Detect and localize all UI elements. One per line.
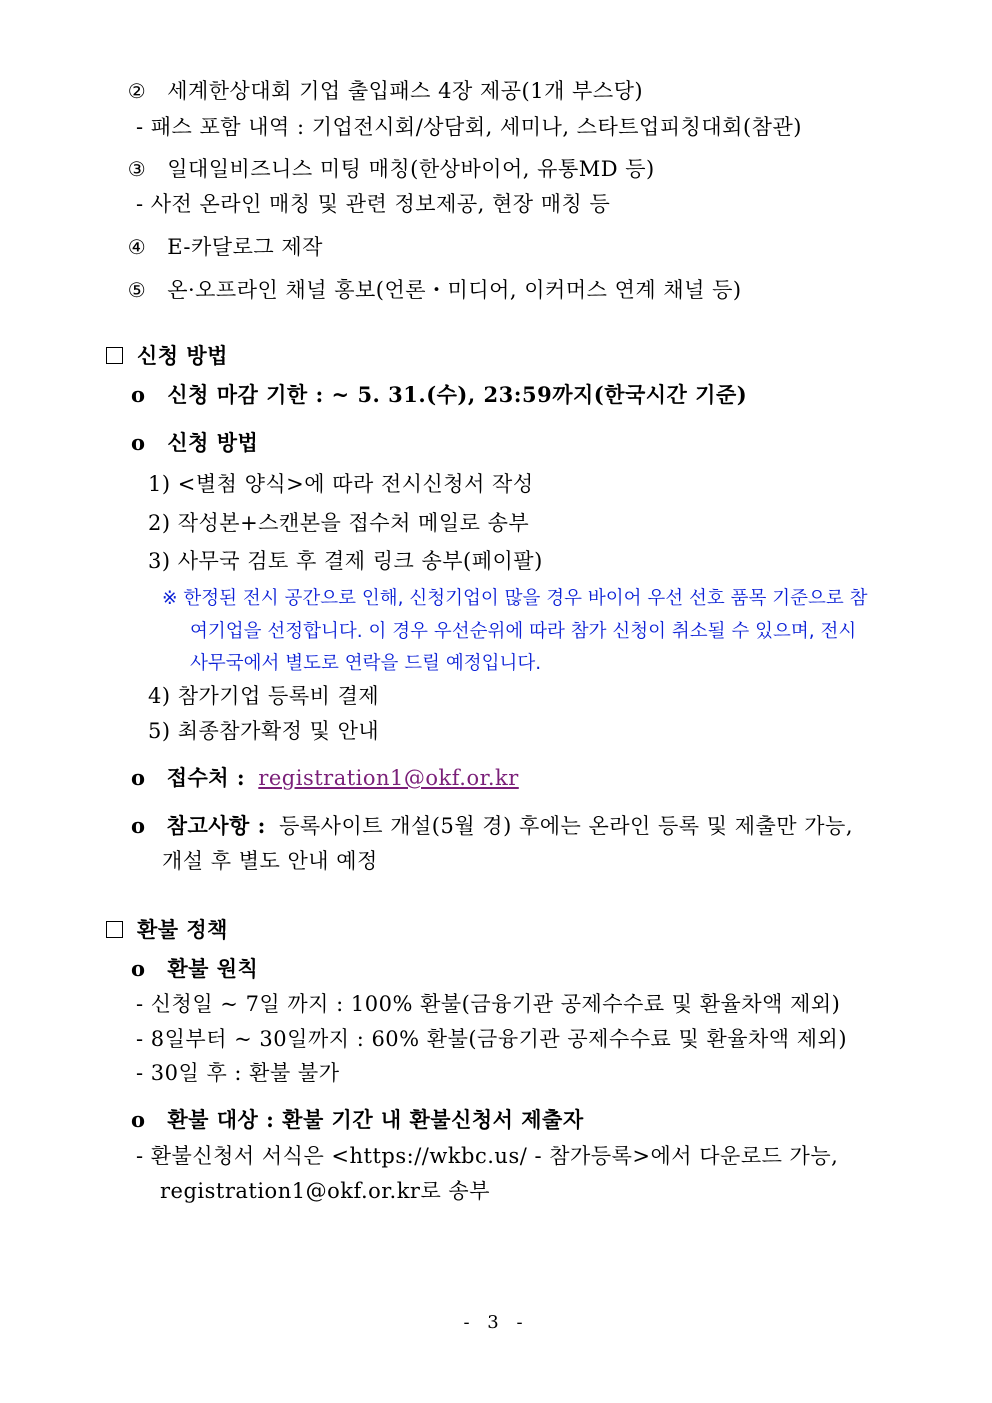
notice-line-3: 사무국에서 별도로 연락을 드릴 예정입니다. <box>190 653 542 674</box>
bullet: o <box>131 382 146 407</box>
application-section-heading <box>106 343 228 369</box>
notice-line-2: 여기업을 선정합니다. 이 경우 우선순위에 따라 참가 신청이 취소될 수 있으며, 전시 <box>190 621 857 642</box>
benefit-item-3 <box>124 156 655 182</box>
page-number: - 3 - <box>463 1312 529 1333</box>
bullet: o <box>131 1107 146 1132</box>
method-line <box>131 430 258 456</box>
benefit-item-2 <box>124 78 643 104</box>
item-number: ② <box>127 79 147 103</box>
contact-label: 접수처 : <box>166 765 246 790</box>
deadline-line <box>131 382 747 408</box>
section-title: 환불 정책 <box>137 917 228 942</box>
bullet: o <box>131 813 146 838</box>
step-2: 2) 작성본+스캔본을 접수처 메일로 송부 <box>148 511 530 535</box>
contact-line <box>131 765 519 791</box>
checkbox-square-icon <box>106 347 123 364</box>
bullet: o <box>131 956 146 981</box>
step-3: 3) 사무국 검토 후 결제 링크 송부(페이팔) <box>148 549 543 573</box>
refund-principle-line <box>131 956 258 982</box>
checkbox-square-icon <box>106 921 123 938</box>
item-text: 온·오프라인 채널 홍보(언론・미디어, 이커머스 연계 채널 등) <box>167 278 742 302</box>
refund-rule-3: - 30일 후 : 환불 불가 <box>136 1061 340 1085</box>
bullet: o <box>131 765 146 790</box>
principle-label: 환불 원칙 <box>167 956 259 981</box>
refund-rule-2: - 8일부터 ~ 30일까지 : 60% 환불(금융기관 공제수수료 및 환율차액 제외) <box>136 1027 848 1051</box>
section-title: 신청 방법 <box>137 343 228 368</box>
step-4: 4) 참가기업 등록비 결제 <box>148 684 380 708</box>
item-text: 세계한상대회 기업 출입패스 4장 제공(1개 부스당) <box>167 79 644 103</box>
benefit-item-2-detail: - 패스 포함 내역 : 기업전시회/상담회, 세미나, 스타트업피칭대회(참관) <box>136 115 802 139</box>
notice-line-1: ※ 한정된 전시 공간으로 인해, 신청기업이 많을 경우 바이어 우선 선호 품목 기준으로 참 <box>162 588 868 609</box>
refund-rule-1: - 신청일 ~ 7일 까지 : 100% 환불(금융기관 공제수수료 및 환율차액 제외) <box>136 992 841 1016</box>
notes-text: 등록사이트 개설(5월 경) 후에는 온라인 등록 및 제출만 가능, <box>279 814 854 838</box>
email-link[interactable]: registration1@okf.or.kr <box>258 766 519 790</box>
item-number: ④ <box>127 235 147 259</box>
benefit-item-3-detail: - 사전 온라인 매칭 및 관련 정보제공, 현장 매칭 등 <box>136 192 611 216</box>
step-1: 1) <별첨 양식>에 따라 전시신청서 작성 <box>148 472 534 496</box>
refund-target-detail-2: registration1@okf.or.kr로 송부 <box>160 1179 490 1203</box>
benefit-item-5 <box>124 277 742 303</box>
refund-target-detail-1: - 환불신청서 서식은 <https://wkbc.us/ - 참가등록>에서 다운로드 가능, <box>136 1144 839 1168</box>
notes-label: 참고사항 : <box>166 813 266 838</box>
notes-line <box>131 813 853 839</box>
step-5: 5) 최종참가확정 및 안내 <box>148 719 380 743</box>
refund-target-line <box>131 1107 584 1133</box>
deadline-text: 신청 마감 기한 : ~ 5. 31.(수), 23:59까지(한국시간 기준) <box>167 382 748 407</box>
notes-line-2: 개설 후 별도 안내 예정 <box>162 849 378 873</box>
item-text: 일대일비즈니스 미팅 매칭(한상바이어, 유통MD 등) <box>167 157 655 181</box>
item-text: E-카달로그 제작 <box>167 235 323 259</box>
benefit-item-4 <box>124 234 323 260</box>
target-text: 환불 대상 : 환불 기간 내 환불신청서 제출자 <box>167 1107 584 1132</box>
refund-section-heading <box>106 917 228 943</box>
method-label: 신청 방법 <box>167 430 259 455</box>
bullet: o <box>131 430 146 455</box>
item-number: ③ <box>127 157 147 181</box>
item-number: ⑤ <box>127 278 147 302</box>
